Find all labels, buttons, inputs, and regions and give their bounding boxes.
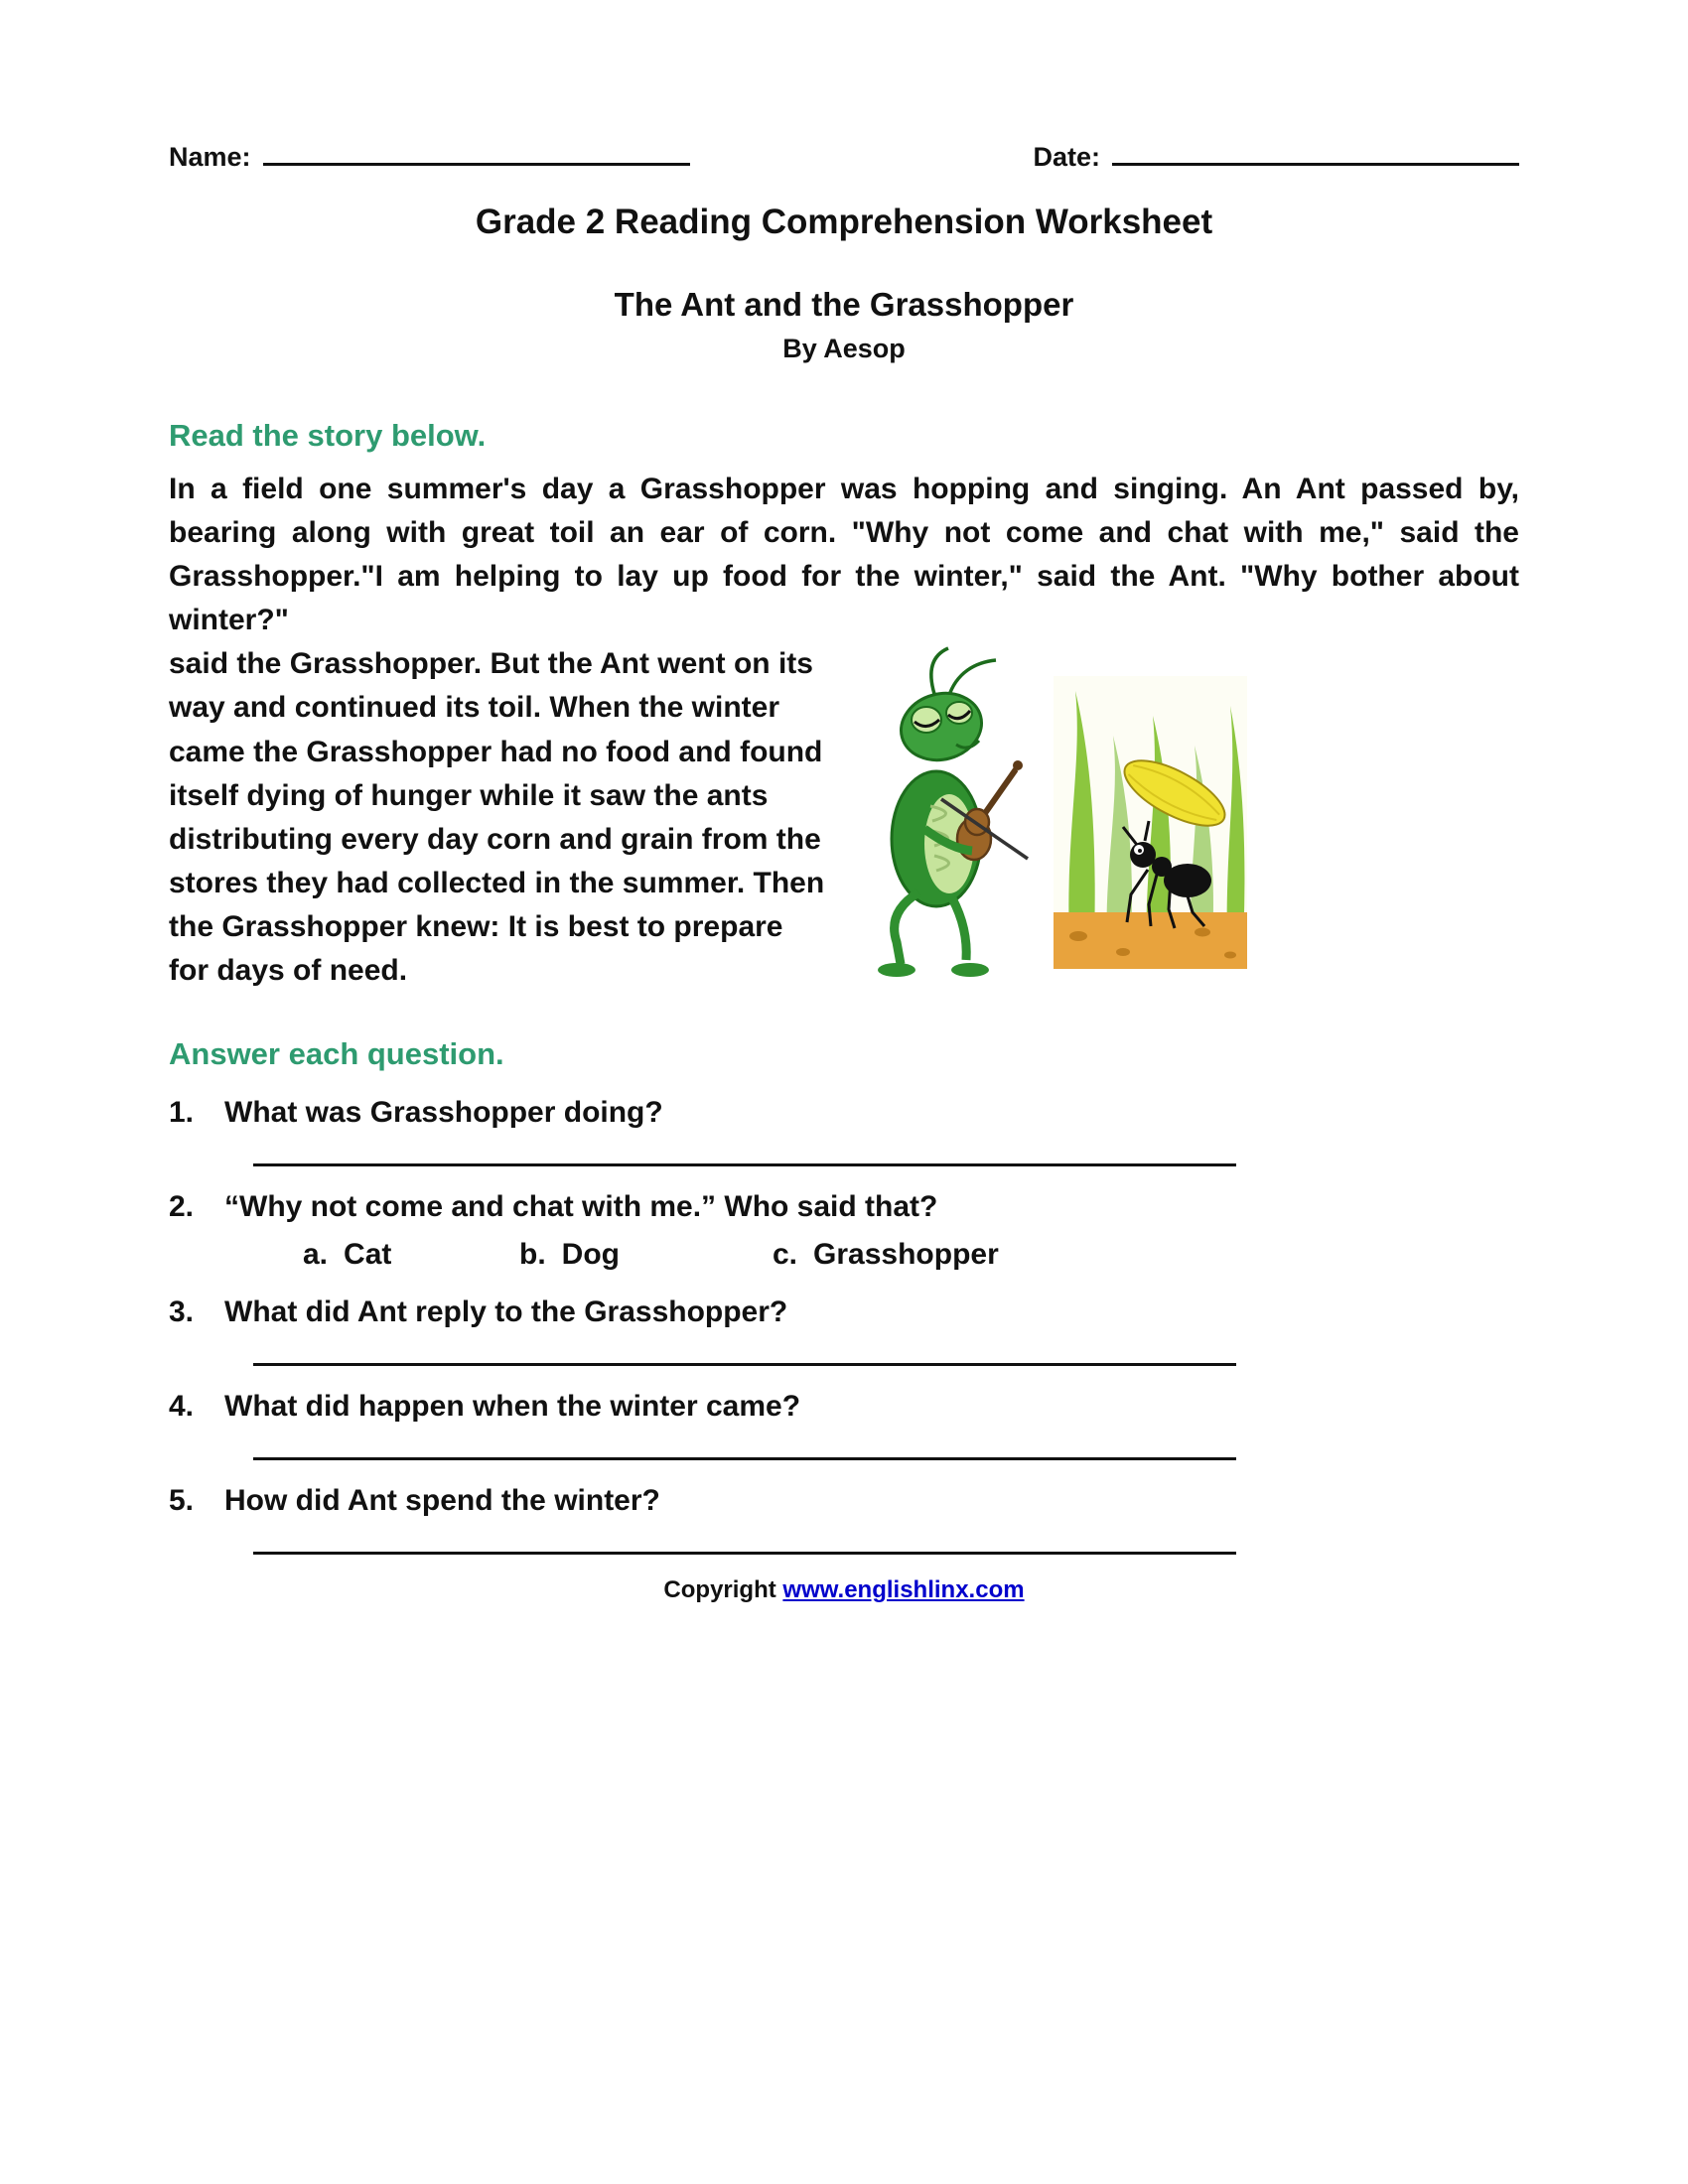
question-3: [169, 1296, 1519, 1329]
question-text: “Why not come and chat with me.” Who said that?: [224, 1190, 938, 1224]
story-paragraph-wrapped: said the Grasshopper. But the Ant went on its way and continued its toil. When the winter came the Grasshopper had no food and found itself dying of hunger while it saw the ants distributing every day corn and grain from the stores they had collected in the summer. Then the Grasshopper knew: It is best to prepare for days of need.: [169, 647, 825, 988]
question-number: 1.: [169, 1096, 195, 1130]
choice-text: Grasshopper: [813, 1238, 999, 1272]
grasshopper-violin-illustration: [857, 642, 1036, 990]
answer-blank-3: [253, 1329, 1236, 1366]
story-paragraph-top: In a field one summer's day a Grasshopper was hopping and singing. An Ant passed by, bearing along with great toil an ear of corn. "Why not come and chat with me," said the Grasshopper."I am helping to lay up food for the winter," said the Ant. "Why bother about winter?": [169, 473, 1519, 637]
name-blank-line: [263, 137, 690, 166]
name-label: Name:: [169, 142, 251, 172]
choice-text: Cat: [344, 1238, 392, 1272]
date-label: Date:: [1033, 142, 1100, 172]
story-row: [169, 642, 1519, 993]
choice-label: c.: [773, 1238, 798, 1272]
ant-corn-illustration: [1054, 676, 1247, 990]
answer-blank-5: [253, 1518, 1236, 1555]
question-5: [169, 1484, 1519, 1518]
footer: [169, 1576, 1519, 1604]
question-text: What did Ant reply to the Grasshopper?: [224, 1296, 788, 1329]
question-text: What was Grasshopper doing?: [224, 1096, 663, 1130]
name-date-row: [169, 137, 1519, 173]
answer-questions-heading: Answer each question.: [169, 1036, 504, 1072]
choice-b: [519, 1238, 773, 1272]
englishlinx-link[interactable]: www.englishlinx.com: [782, 1576, 1025, 1604]
worksheet-title: Grade 2 Reading Comprehension Worksheet: [475, 203, 1213, 241]
choice-a: [303, 1238, 519, 1272]
answer-blank-1: [253, 1130, 1236, 1166]
question-2-choices: [303, 1238, 1519, 1272]
question-2: [169, 1190, 1519, 1224]
question-1: [169, 1096, 1519, 1130]
question-number: 4.: [169, 1390, 195, 1424]
date-field: [1033, 137, 1519, 173]
choice-text: Dog: [561, 1238, 620, 1272]
choice-label: b.: [519, 1238, 546, 1272]
name-field: [169, 137, 690, 173]
question-number: 2.: [169, 1190, 195, 1224]
read-story-heading: Read the story below.: [169, 418, 487, 453]
story-author: By Aesop: [782, 334, 906, 363]
copyright-label: Copyright: [663, 1576, 776, 1604]
question-4: [169, 1390, 1519, 1424]
question-number: 3.: [169, 1296, 195, 1329]
choice-label: a.: [303, 1238, 329, 1272]
question-number: 5.: [169, 1484, 195, 1518]
story-illustrations: [857, 642, 1247, 990]
question-text: How did Ant spend the winter?: [224, 1484, 660, 1518]
question-text: What did happen when the winter came?: [224, 1390, 801, 1424]
answer-blank-4: [253, 1424, 1236, 1460]
date-blank-line: [1112, 137, 1519, 166]
choice-c: [773, 1238, 999, 1272]
story-title: The Ant and the Grasshopper: [614, 286, 1074, 323]
